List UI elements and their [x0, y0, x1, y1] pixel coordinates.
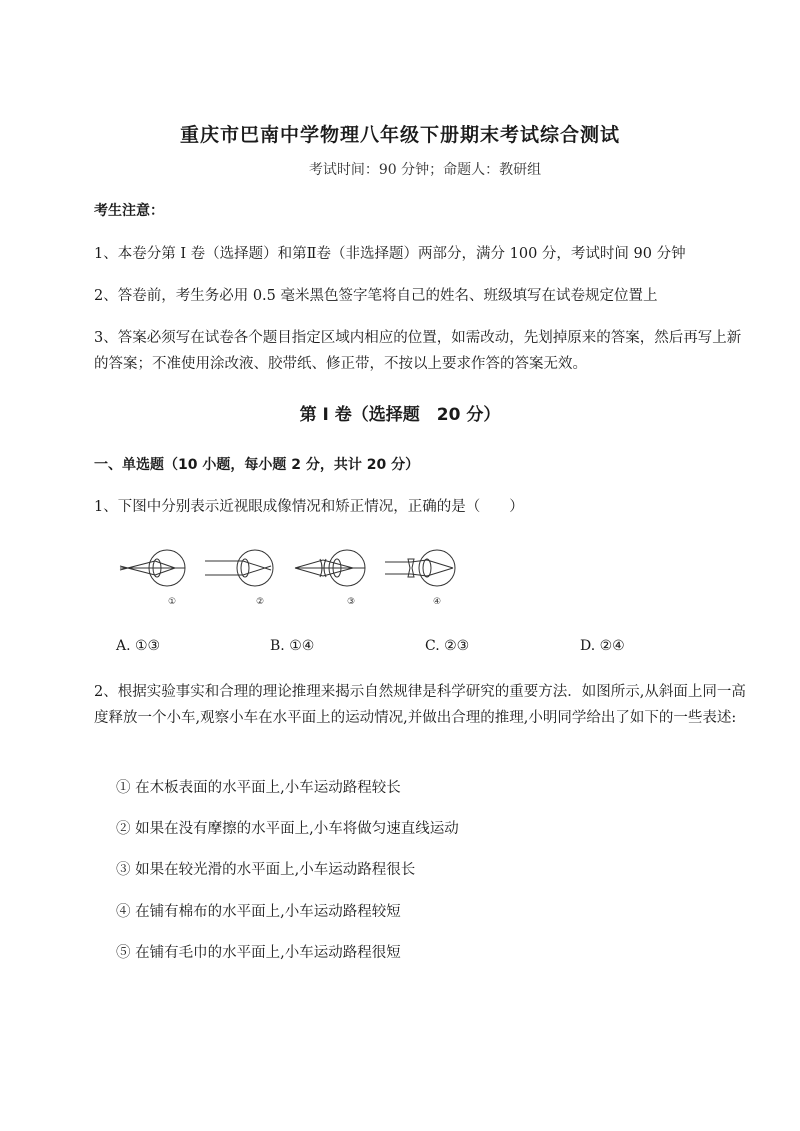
figure-label-2: ② [255, 597, 265, 607]
eye-diagram-3 [295, 550, 365, 586]
section-title: 第 I 卷（选择题 20 分） [299, 405, 501, 425]
question-1-option-a[interactable]: A. ①③ [116, 638, 161, 654]
notice-item-1: 1、本卷分第 I 卷（选择题）和第Ⅱ卷（非选择题）两部分，满分 100 分，考试时间 90 分钟 [94, 246, 686, 262]
figure-label-3: ③ [346, 597, 356, 607]
question-1-stem: 1、下图中分别表示近视眼成像情况和矫正情况，正确的是（ ） [94, 499, 524, 515]
question-1-option-c[interactable]: C. ②③ [425, 638, 470, 654]
figure-label-1: ① [167, 597, 177, 607]
eye-diagram-4 [385, 550, 455, 586]
question-2-statement-2: ② 如果在没有摩擦的水平面上,小车将做匀速直线运动 [116, 821, 459, 837]
question-2-statement-3: ③ 如果在较光滑的水平面上,小车运动路程很长 [116, 862, 416, 878]
page-title: 重庆市巴南中学物理八年级下册期末考试综合测试 [179, 124, 620, 146]
question-2-statement-4: ④ 在铺有棉布的水平面上,小车运动路程较短 [116, 904, 401, 920]
question-2-statement-5: ⑤ 在铺有毛巾的水平面上,小车运动路程很短 [116, 945, 401, 961]
notice-heading: 考生注意： [94, 203, 164, 219]
eye-diagram-figure [115, 548, 485, 610]
question-1-option-b[interactable]: B. ①④ [270, 638, 315, 654]
notice-item-3: 3、答案必须写在试卷各个题目指定区域内相应的位置，如需改动，先划掉原来的答案，然后再写上新的答案；不准使用涂改液、胶带纸、修正带，不按以上要求作答的答案无效。 [94, 330, 742, 372]
question-2-stem: 2、根据实验事实和合理的理论推理来揭示自然规律是科学研究的重要方法．如图所示,从斜面上同一高度释放一个小车,观察小车在水平面上的运动情况,并做出合理的推理,小明同学给出了如下的一些表述: [94, 684, 746, 726]
notice-item-2: 2、答卷前，考生务必用 0.5 毫米黑色签字笔将自己的姓名、班级填写在试卷规定位置上 [94, 288, 658, 304]
question-1-option-d[interactable]: D. ②④ [580, 638, 625, 654]
figure-label-4: ④ [432, 597, 442, 607]
eye-diagram-2 [205, 550, 273, 586]
exam-info: 考试时间：90 分钟；命题人：教研组 [308, 162, 542, 178]
eye-diagram-1 [120, 550, 185, 586]
part-heading: 一、单选题（10 小题，每小题 2 分，共计 20 分） [94, 457, 420, 473]
question-2-statement-1: ① 在木板表面的水平面上,小车运动路程较长 [116, 780, 401, 796]
